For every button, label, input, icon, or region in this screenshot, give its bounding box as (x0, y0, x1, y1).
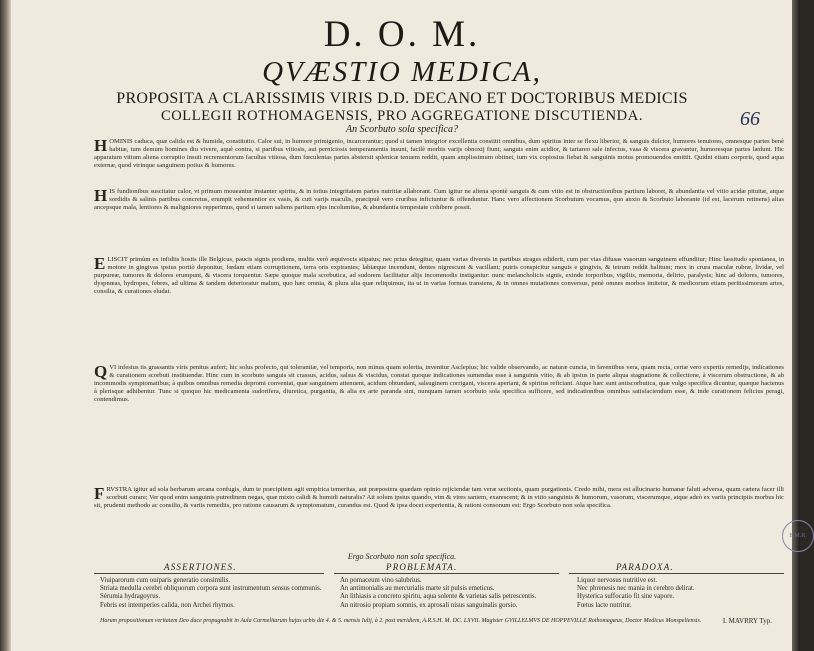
footer-note: Harum propositionum veritatem Deo duce propugnabit in Aula Carmelitarum hujus urbis die 4. & 5. mensis Iulij, à 2. post meridiem, A.R.S.H. M. DC. LXVII. Magister GVILLELMVS DE HOPPEVILLE Rothomagæus, Doctor Medicus Monspeliensis. (100, 618, 702, 624)
divider (569, 573, 784, 574)
list-item: Febris est intemperies calida, non Archei rhymos. (100, 601, 235, 609)
paragraph-5 (94, 486, 784, 550)
list-item: Nec phrenesis nec mania in cerebro delirat. (577, 585, 695, 593)
thesis-sheet (14, 0, 807, 651)
list-item: An nitrosio propiam somnis, ex aprosali nisus sanguinalis gorsio. (340, 601, 518, 609)
problemata-list (340, 577, 570, 610)
divider (334, 573, 559, 574)
quaestio-title: QVÆSTIO MEDICA, (262, 56, 542, 88)
drop-cap: E (94, 254, 106, 273)
page-number: 66 (740, 108, 760, 130)
drop-cap: H (94, 136, 108, 155)
list-item: Hysterica suffocatio fit sine vapore. (577, 593, 675, 601)
problemata-heading: PROBLEMATA. (386, 562, 458, 572)
list-item: Viuiparorum cum ouiparis generatio consimilis. (100, 577, 231, 584)
question-line: An Scorbuto sola specifica? (346, 124, 458, 135)
proposition-line-1: PROPOSITA A CLARISSIMIS VIRIS D.D. DECANO ET DOCTORIBUS MEDICIS (116, 90, 688, 107)
list-item: An lithiasis a concreto spiritu, aqua solente & varietas salis petrescentis. (340, 593, 537, 601)
assertiones-list (100, 577, 330, 610)
list-item: Striata medulla cerebri obliquorum corpora sunt instrumentum sensus communis. (100, 585, 322, 593)
paragraph-3 (94, 256, 784, 360)
list-item: An pomaceum vino salubrius. (340, 577, 422, 584)
proposition-line-2: COLLEGII ROTHOMAGENSIS, PRO AGGREGATIONE DISCUTIENDA. (160, 108, 644, 124)
book-gutter (0, 0, 11, 651)
list-item: Sérumia hydragoyrus. (100, 593, 161, 601)
list-item: An antimonialis au mercurialis marte sit pulsis emeticus. (340, 585, 495, 593)
dom-heading: D. O. M. (323, 14, 481, 55)
divider (94, 573, 324, 574)
assertiones-heading: ASSERTIONES. (164, 562, 237, 572)
paragraph-text: VI infestus iis grassantis viris penitus aufert; hic solus profecto, qui tolerantiæ, vel temporis, non minus quam solertia, invenitur Asclepius; hic valide observando, ac naturæ cuncta, in faventibus vera, quam recta, certæ vero expertis remedijs, indicationes & curationem scorbuti instituendæ. Hinc cum in scorbuto sanguis sit crassus, acidus, salsus & viscidus, constat quoque indicationes sumendas esse à sanguinis vitio, & ab ipsius in parte aliqua stagnatione & collectione, à viscerum obstructione, & ab incommodis symptomatibus; à quibus omnibus remedia depromi conveniat, quæ sanguinem attenuent, acidum obtundant, salsuginem corrigant, viscera aperiant, & spiritus reficiant. Atque hæc sunt antiscorbutica, quæ vulgo specifica dicuntur, quæque hactenus à plerisque adhibentur. Tunc si quoquo hic medicamenta sudorifera, diuretica, purgantia, & alia ex arte paranda sint, nunquam tamen scorbuto sola specifica sufficere, sed indicationibus omnibus satisfaciendum esse, & inde curationem felicius peragi, contendimus. (94, 364, 784, 404)
paragraph-2 (94, 188, 784, 254)
paradoxa-list (577, 577, 807, 610)
page-edge (792, 0, 800, 651)
list-item: Liquor nervosus nutritive est. (577, 577, 658, 584)
drop-cap: H (94, 186, 108, 205)
paragraph-4 (94, 364, 784, 484)
list-item: Fœtus lacte nutritur. (577, 601, 632, 609)
drop-cap: F (94, 484, 105, 503)
paragraph-1 (94, 138, 784, 186)
paragraph-text: LISCIT primùm ex infidiis hostis ille Belgicus, paucis signis prodiens, multis verò æquivocis stipatus; nec prius detegitur, quam varias diversis in partibus strages ediderit, cum per vias difusas vasorum sanguinem effunditur; Hinc lassitudo spontanea, in motore in gingivas ipsius portiò deponitur, fœdam etiam corruptionem, terra oris expirantes; labiæque incendunt, dentes nigrescunt & vacillant; putris conspicitur sanguis e gingivis, & tetrum reddit halitum; mox in crura maculæ rubræ, lividæ, vel purpureæ, tumores & dolores erumpunt, & viscera torquentur. Sæpe quoque mala scorbutica, ad sudorem facilitatur alijs incommodis instigantur: nunc melancholicis signis, exinde torporibus, vigiliis, memoria, delirio, paralysis; hinc ad dolores, tumores, dyspnœas, hydropes, febres, ad ultima & tandem deterioratur malum, quo hæc omnia, & plura alia quæ reliquimus, ita ut in varias formas transiens, & in omnes mutationes conversus, penè omnes morbos imitetur, & medicorum etiam peritissimorum artes, consilia, & curationes eludat. (94, 256, 784, 296)
paragraph-text: RVSTRA igitur ad sola herbarum arcana confugis, dum te præcipitem agit empirica temeritas, aut præpostera quædam opinio rejiciendæ tam veræ sectionis, quam purgationis. Credo mihi, mera est allucinario humanæ faluti adversa, quam cætera facer illi scorbuti curare; Ver quod enim sanguinis putredinem negas, quæ mixto calidi & humidi naturalis? Ait solum ipsius quando, vim & vires saniem, exarescent; & in vitio sanguinis & humorum, vasorum, viscerumque, atque adeò ex variis principiis morbus hic sit, prudenti methodo ac consilio, & variis remediis, pro ratione causarum & symptomatum, curandus est. Quod & ipsa docet experientia, & rationi consonum est: Ergo Scorbuto non sola specifica. (94, 486, 784, 510)
paradoxa-heading: PARADOXA. (616, 562, 674, 572)
conclusion-line: Ergo Scorbuto non sola specifica. (347, 552, 457, 561)
paragraph-text: OMINIS caduca, quæ calida est & humida, constitutio. Calor sui, in humore primigenio, incarcerantur; quod si tamen integrior excellentia constitit omnibus, dum spiritus inter se flexu liberior, & sanguis dulcior, humores tenuiores, omnesque partes benè habitæ, tum demum homines diu vivere, aquè contra, si partibus vitiosis, aut perniciosis temperamentis insunt, facilè morbis varijs obnoxij fiunt; sanguis enim acidior, & tartareo sale infectus, vasa & viscera gravantur, humoresque partes lædunt. Hic apparatum vitium aliena corruptio insuit recrementorum facultas vitiosa, dum fœculentas partes abstersit splenicæ tenuem reddit, quam amplissimum obtinet, tum vix copiosius fiebat & sanguinis motus promouendos emittit. Quidni etiam corporis, quod aqua externæ, quod vtrinque sanguinem potius & humores. (94, 138, 784, 170)
paragraph-text: IS fundionibus suscitatur calor, vt primum moueantur instanter spiritu, & in totius integritatem partes nutritiæ allaborant. Cum igitur ne aliena spontè sanguis & cum vitio est in obstructionibus partium laboret, & abundantia vel vitio acidæ pituitæ, atque sordidis & salinis partibus concretus, erumpit vehementior ex vasis, & cuti varijs maculis, præcipuè vero cruribus inficiuntur & offenduntur. Hanc vero affectionem Scorbutum vocamus, quo anxio & Scorbuto laborante (id est, lacerum retinens) alias ancepsque mala, lentiores & maligniores repperimus, quod si tamen saliens partium ejus incolumitas, & abundantia tempestate cohibere possit. (94, 188, 784, 212)
library-stamp: E.M.R. (782, 520, 814, 552)
printer-name: I. MAVRRY Typ. (722, 617, 772, 625)
drop-cap: Q (94, 362, 108, 381)
